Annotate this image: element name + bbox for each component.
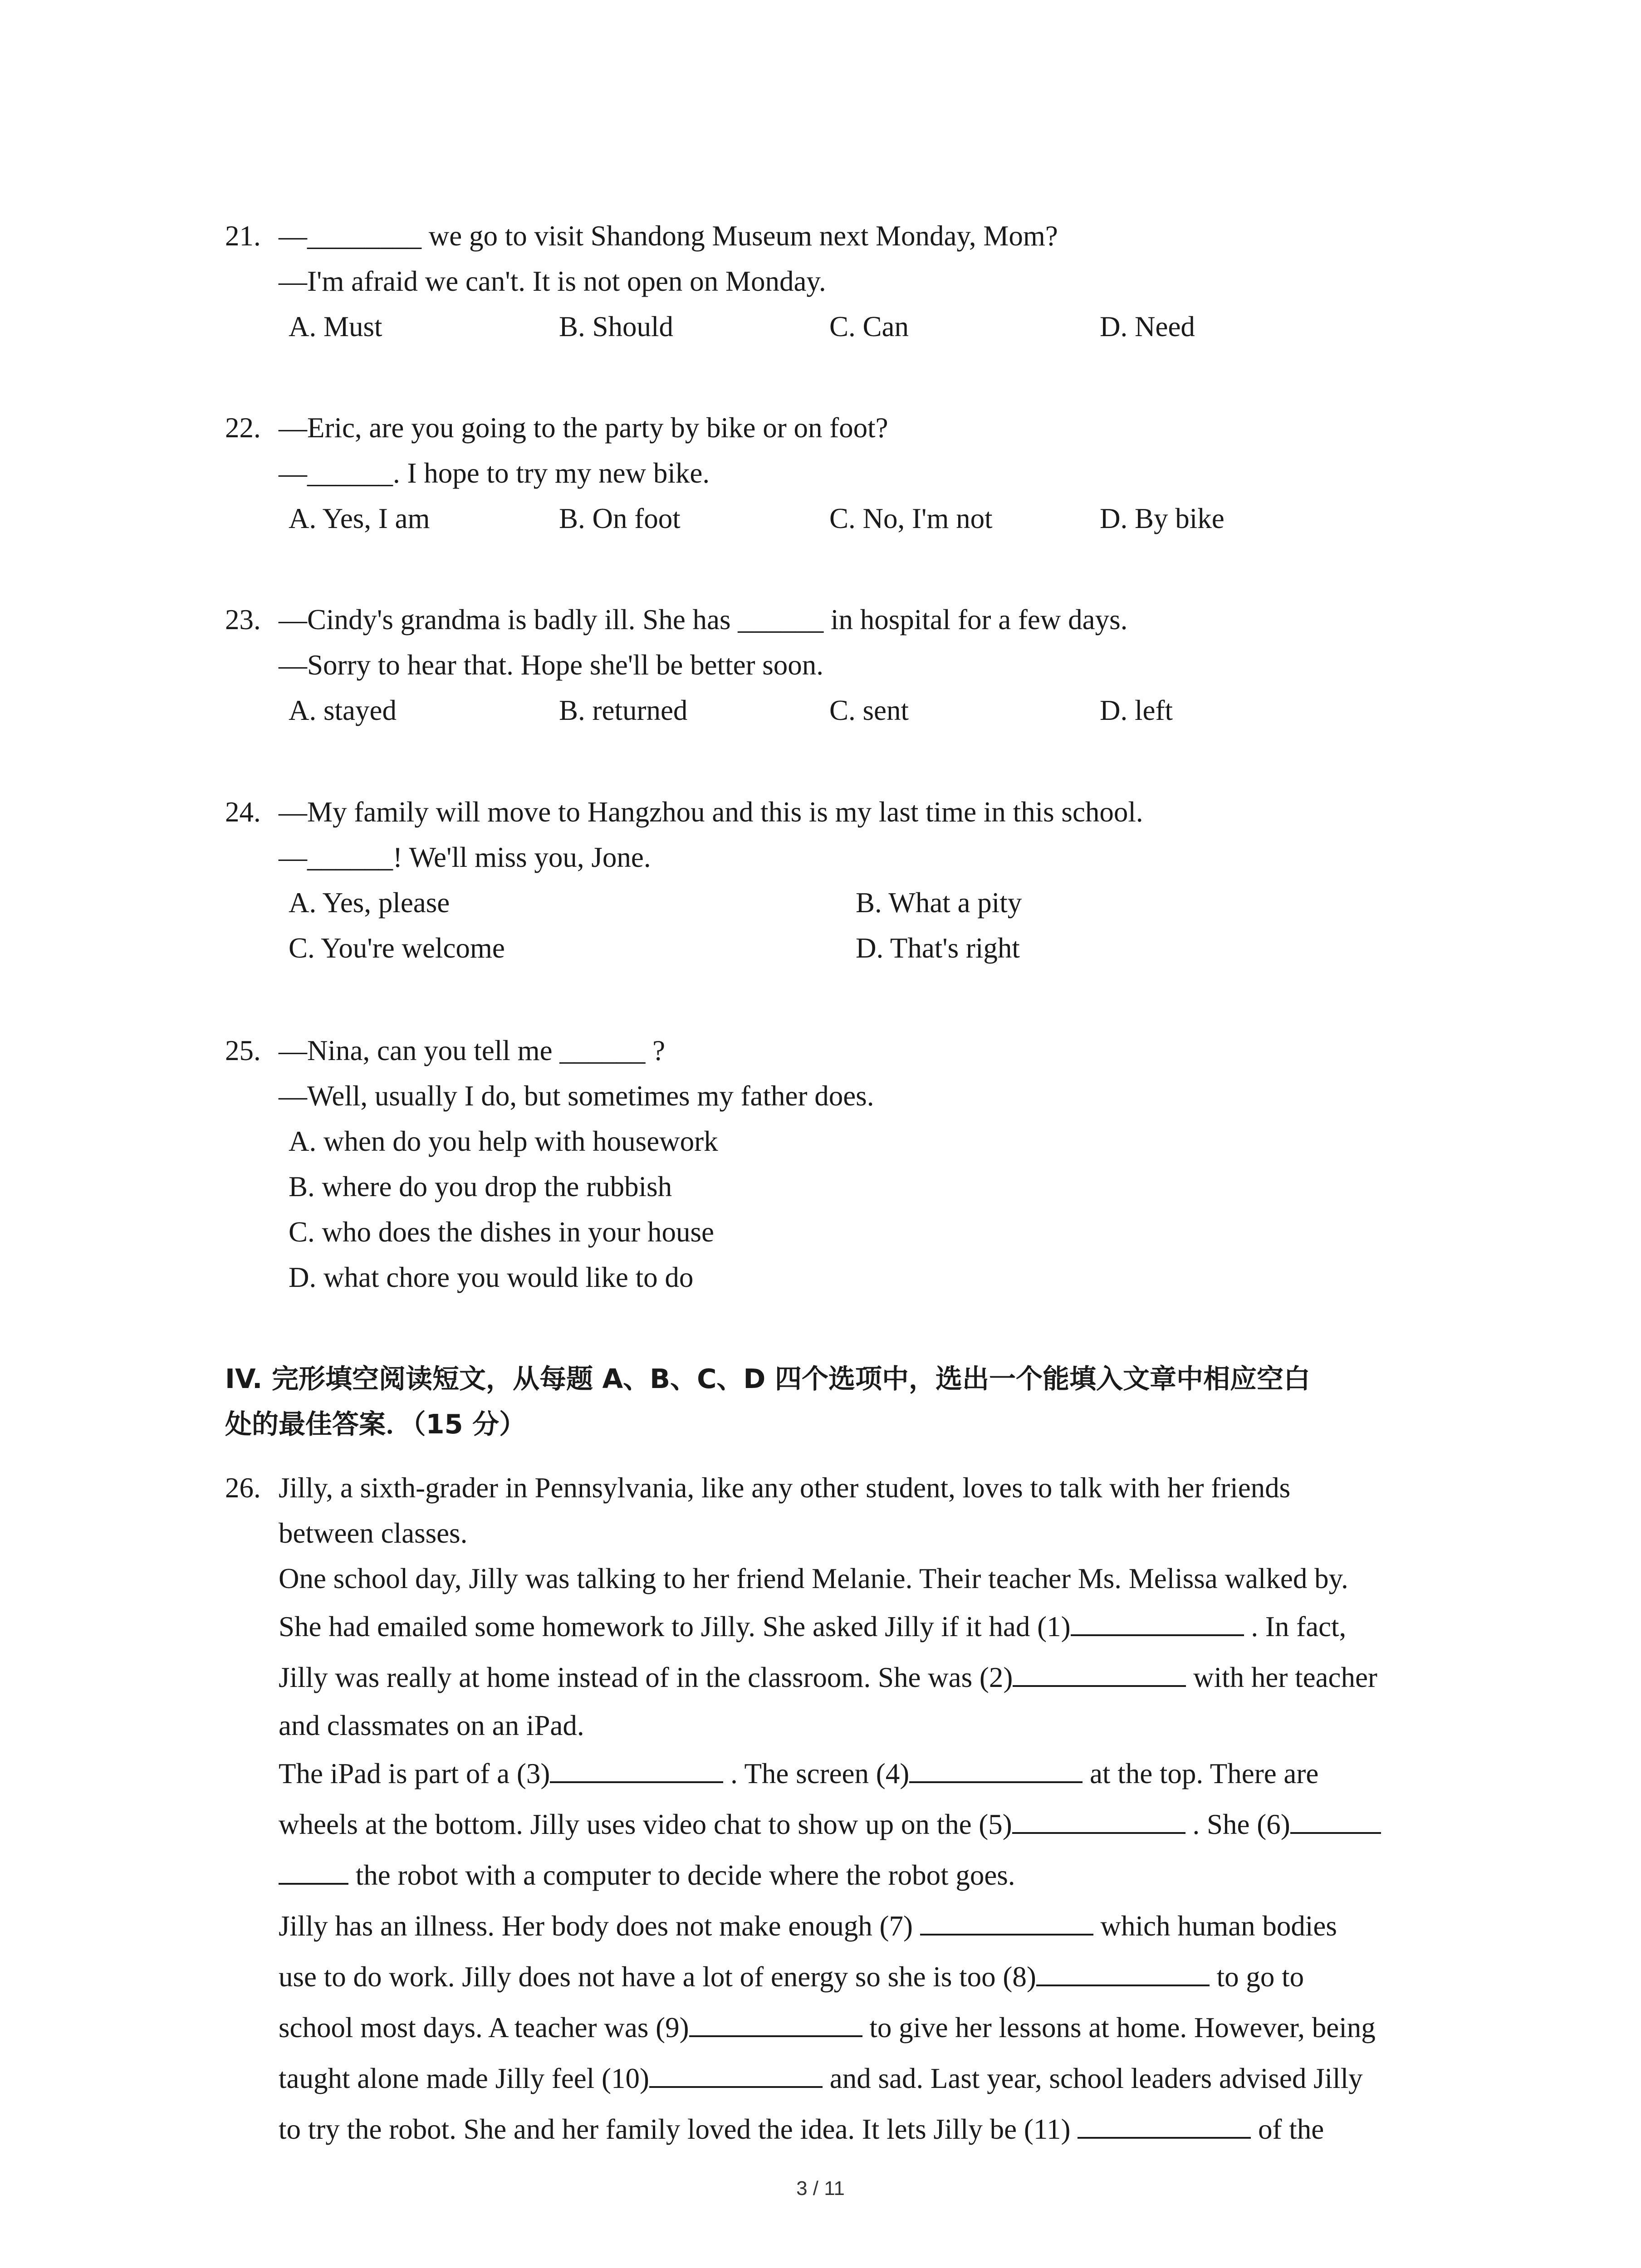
passage-text: wheels at the bottom. Jilly uses video chat to show up on the (5) — [279, 1809, 1012, 1840]
blank-3[interactable] — [550, 1756, 723, 1783]
question-line — [225, 597, 1486, 642]
cloze-passage — [225, 1465, 1486, 2155]
option-d[interactable]: D. left — [1100, 694, 1173, 726]
question-line: —Well, usually I do, but sometimes my father does. — [279, 1080, 874, 1112]
question-number: 22. — [225, 412, 261, 444]
blank-1[interactable] — [1071, 1609, 1244, 1636]
options-row — [225, 880, 1486, 925]
passage-text: . The screen (4) — [723, 1758, 910, 1789]
question-number: 26. — [225, 1472, 261, 1504]
passage-line: One school day, Jilly was talking to her friend Melanie. Their teacher Ms. Melissa walked by. — [279, 1563, 1348, 1594]
question-line: —I'm afraid we can't. It is not open on Monday. — [279, 265, 826, 297]
option-b[interactable]: B. What a pity — [856, 887, 1022, 919]
option-b[interactable]: B. Should — [559, 311, 674, 342]
passage-text: the robot with a computer to decide where the robot goes. — [348, 1859, 1015, 1891]
question-24 — [225, 789, 1486, 971]
blank-7[interactable] — [920, 1908, 1093, 1936]
question-text: —Nina, can you tell me ______ ? — [279, 1035, 666, 1066]
blank-8[interactable] — [1036, 1959, 1210, 1986]
option-b[interactable]: B. On foot — [559, 503, 681, 534]
options-row — [225, 304, 1486, 349]
page-number: 3 / 11 — [796, 2177, 845, 2200]
passage-text: at the top. There are — [1083, 1758, 1319, 1789]
blank-5[interactable] — [1012, 1807, 1185, 1834]
option-d[interactable]: D. what chore you would like to do — [289, 1261, 694, 1293]
option-a[interactable]: A. Yes, I am — [289, 503, 430, 534]
passage-text: taught alone made Jilly feel (10) — [279, 2063, 649, 2094]
options-row — [225, 496, 1486, 541]
blank-11[interactable] — [1078, 2112, 1251, 2139]
section-heading — [225, 1356, 1486, 1447]
passage-text: . In fact, — [1244, 1611, 1347, 1642]
question-23 — [225, 597, 1486, 733]
question-text: —Eric, are you going to the party by bike or on foot? — [279, 412, 888, 444]
question-number: 21. — [225, 220, 261, 252]
passage-text: . She (6) — [1185, 1809, 1290, 1840]
passage-line — [225, 2104, 1486, 2155]
option-a[interactable]: A. Must — [289, 311, 382, 342]
question-number: 24. — [225, 796, 261, 828]
passage-line — [225, 1652, 1486, 1703]
question-line — [225, 213, 1486, 259]
passage-text: to try the robot. She and her family loved the idea. It lets Jilly be (11) — [279, 2113, 1078, 2145]
option-d[interactable]: D. Need — [1100, 311, 1195, 342]
option-c[interactable]: C. No, I'm not — [829, 503, 993, 534]
blank-6[interactable] — [1290, 1807, 1381, 1834]
option-a[interactable]: A. Yes, please — [289, 887, 450, 919]
options-row — [225, 925, 1486, 971]
option-c[interactable]: C. sent — [829, 694, 909, 726]
question-21 — [225, 213, 1486, 349]
question-line — [225, 1028, 1486, 1073]
question-text: —My family will move to Hangzhou and this is my last time in this school. — [279, 796, 1143, 828]
question-line — [225, 789, 1486, 835]
passage-text: of the — [1251, 2113, 1324, 2145]
question-text: —Cindy's grandma is badly ill. She has ______ in hospital for a few days. — [279, 604, 1128, 635]
passage-line — [225, 2053, 1486, 2104]
option-c[interactable]: C. You're welcome — [289, 932, 505, 964]
passage-text: to go to — [1209, 1961, 1304, 1993]
option-a[interactable]: A. when do you help with housework — [289, 1125, 718, 1157]
passage-text: Jilly, a sixth-grader in Pennsylvania, like any other student, loves to talk with her friends — [279, 1472, 1291, 1504]
section-heading-line: 处的最佳答案．（15 分） — [225, 1408, 526, 1440]
question-line: —______. I hope to try my new bike. — [279, 457, 710, 489]
option-d[interactable]: D. By bike — [1100, 503, 1225, 534]
passage-text: She had emailed some homework to Jilly. She asked Jilly if it had (1) — [279, 1611, 1071, 1642]
passage-text: The iPad is part of a (3) — [279, 1758, 550, 1789]
blank-6-continued[interactable] — [279, 1857, 348, 1885]
passage-line: and classmates on an iPad. — [279, 1710, 584, 1741]
passage-line — [225, 1465, 1486, 1510]
blank-2[interactable] — [1013, 1660, 1186, 1687]
passage-text: with her teacher — [1186, 1662, 1377, 1693]
question-line: —Sorry to hear that. Hope she'll be better soon. — [279, 649, 824, 681]
passage-text: use to do work. Jilly does not have a lot of energy so she is too (8) — [279, 1961, 1036, 1993]
section-heading-line: IV. 完形填空阅读短文，从每题 A、B、C、D 四个选项中，选出一个能填入文章中相应空白 — [225, 1363, 1310, 1394]
option-b[interactable]: B. returned — [559, 694, 688, 726]
question-number: 23. — [225, 604, 261, 635]
question-25 — [225, 1028, 1486, 1300]
blank-10[interactable] — [649, 2061, 823, 2088]
passage-text: Jilly has an illness. Her body does not make enough (7) — [279, 1910, 920, 1942]
question-22 — [225, 405, 1486, 541]
option-a[interactable]: A. stayed — [289, 694, 397, 726]
blank-4[interactable] — [909, 1756, 1083, 1783]
passage-line — [225, 1901, 1486, 1951]
passage-line — [225, 1799, 1486, 1850]
passage-text: which human bodies — [1093, 1910, 1337, 1942]
passage-line — [225, 2002, 1486, 2053]
passage-line — [225, 1748, 1486, 1799]
question-text: —________ we go to visit Shandong Museum next Monday, Mom? — [279, 220, 1058, 252]
passage-text: Jilly was really at home instead of in the classroom. She was (2) — [279, 1662, 1013, 1693]
option-c[interactable]: C. Can — [829, 311, 909, 342]
question-line — [225, 405, 1486, 450]
option-d[interactable]: D. That's right — [856, 932, 1020, 964]
passage-text: and sad. Last year, school leaders advised Jilly — [822, 2063, 1363, 2094]
passage-line — [225, 1601, 1486, 1652]
passage-line — [225, 1951, 1486, 2002]
option-c[interactable]: C. who does the dishes in your house — [289, 1216, 714, 1248]
question-number: 25. — [225, 1035, 261, 1066]
options-row — [225, 688, 1486, 733]
passage-text: school most days. A teacher was (9) — [279, 2012, 689, 2043]
blank-9[interactable] — [689, 2010, 862, 2037]
option-b[interactable]: B. where do you drop the rubbish — [289, 1171, 672, 1202]
passage-line — [225, 1850, 1486, 1901]
passage-line: between classes. — [279, 1517, 468, 1549]
passage-text: to give her lessons at home. However, being — [862, 2012, 1376, 2043]
question-line: —______! We'll miss you, Jone. — [279, 841, 651, 873]
